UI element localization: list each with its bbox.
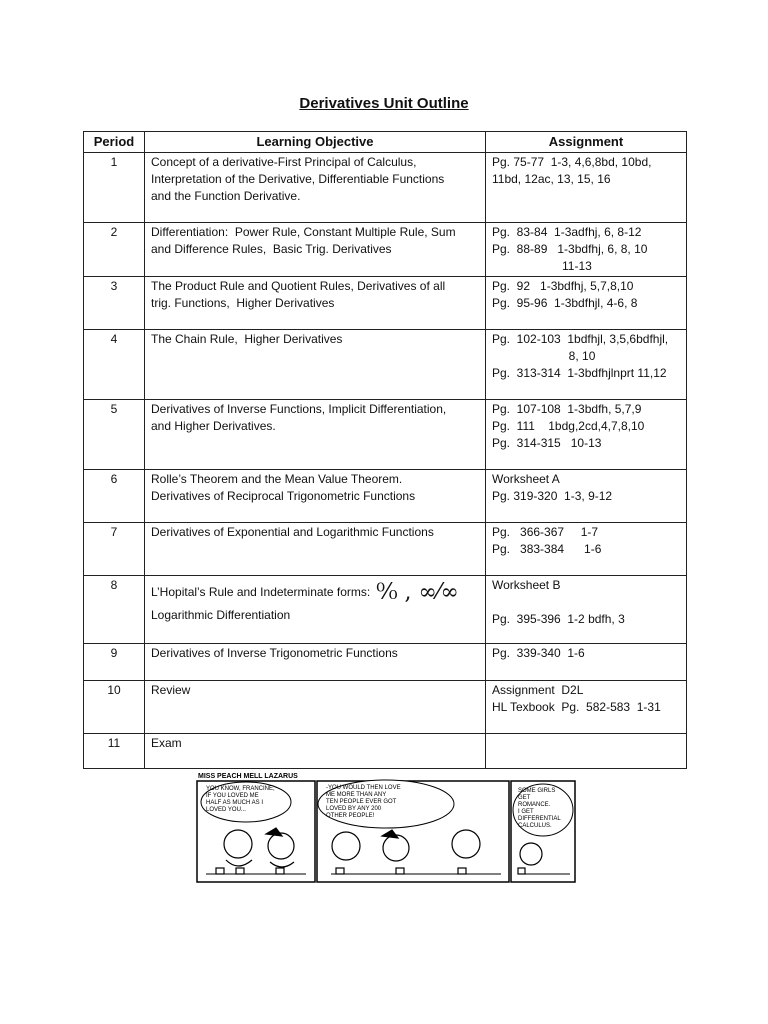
objective-cell (145, 223, 486, 277)
assignment-cell (486, 644, 687, 681)
assignment-line: Worksheet A (492, 472, 560, 486)
assignment-line: Pg. 95-96 1-3bdfhjl, 4-6, 8 (492, 296, 638, 310)
objective-line: and the Function Derivative. (151, 189, 301, 203)
assignment-line: Pg. 83-84 1-3adfhj, 6, 8-12 (492, 225, 642, 239)
objective-cell (145, 576, 486, 644)
period-cell: 8 (84, 576, 145, 644)
assignment-line: 11bd, 12ac, 13, 15, 16 (492, 172, 611, 186)
objective-cell (145, 523, 486, 576)
unit-outline-table (83, 131, 687, 769)
comic-speech-line: LOVED YOU... (206, 807, 246, 813)
period-cell: 3 (84, 277, 145, 330)
objective-line: Derivatives of Exponential and Logarithmic Functions (151, 525, 434, 539)
comic-strip (196, 770, 576, 885)
comic-speech-line: IF YOU LOVED ME (206, 793, 259, 799)
objective-cell (145, 153, 486, 223)
objective-line: trig. Functions, Higher Derivatives (151, 296, 335, 310)
objective-cell (145, 400, 486, 470)
table-row (84, 330, 687, 400)
period-cell: 4 (84, 330, 145, 400)
assignment-line: Pg. 75-77 1-3, 4,6,8bd, 10bd, (492, 155, 652, 169)
comic-speech-line: I GET (518, 809, 534, 815)
assignment-cell (486, 576, 687, 644)
objective-cell (145, 277, 486, 330)
table-row (84, 734, 687, 769)
period-header: Period (84, 132, 145, 153)
assignment-line (492, 594, 680, 611)
assignment-header: Assignment (486, 132, 687, 153)
table-header-row (84, 132, 687, 153)
table-row (84, 470, 687, 523)
objective-line: Rolle’s Theorem and the Mean Value Theorem. (151, 472, 403, 486)
objective-cell (145, 644, 486, 681)
objective-cell (145, 470, 486, 523)
comic-speech-line: LOVED BY ANY 200 (326, 806, 382, 812)
assignment-cell (486, 400, 687, 470)
assignment-line: HL Texbook Pg. 582-583 1-31 (492, 700, 661, 714)
comic-strip-title: MISS PEACH MELL LAZARUS (198, 773, 298, 780)
objective-line: L’Hopital’s Rule and Indeterminate forms: (151, 585, 371, 599)
table-row (84, 223, 687, 277)
period-cell: 11 (84, 734, 145, 769)
assignment-cell (486, 277, 687, 330)
assignment-cell (486, 470, 687, 523)
objective-line: Review (151, 683, 191, 697)
period-cell: 9 (84, 644, 145, 681)
assignment-line: Pg. 92 1-3bdfhj, 5,7,8,10 (492, 279, 634, 293)
table-row (84, 681, 687, 734)
objective-header: Learning Objective (145, 132, 486, 153)
assignment-line (492, 735, 680, 752)
assignment-line: 8, 10 (492, 349, 596, 363)
table-row (84, 576, 687, 644)
assignment-line: Pg. 102-103 1bdfhjl, 3,5,6bdfhjl, (492, 332, 669, 346)
comic-speech-line: HALF AS MUCH AS I (206, 800, 264, 806)
comic-speech-line: ME MORE THAN ANY (326, 792, 387, 798)
table-row (84, 400, 687, 470)
table-row (84, 644, 687, 681)
assignment-line: Pg. 319-320 1-3, 9-12 (492, 489, 613, 503)
objective-line: Derivatives of Reciprocal Trigonometric Functions (151, 489, 416, 503)
assignment-line: Pg. 383-384 1-6 (492, 542, 602, 556)
objective-cell (145, 734, 486, 769)
objective-line: and Difference Rules, Basic Trig. Derivatives (151, 242, 392, 256)
objective-line: Differentiation: Power Rule, Constant Multiple Rule, Sum (151, 225, 456, 239)
assignment-line: Assignment D2L (492, 683, 584, 697)
assignment-line: Pg. 314-315 10-13 (492, 436, 602, 450)
assignment-line: Pg. 366-367 1-7 (492, 525, 599, 539)
comic-speech-line: GET (518, 795, 531, 801)
objective-cell (145, 330, 486, 400)
assignment-line: 11-13 (492, 259, 592, 273)
assignment-cell (486, 681, 687, 734)
assignment-line: Pg. 395-396 1-2 bdfh, 3 (492, 612, 625, 626)
comic-speech-line: TEN PEOPLE EVER GOT (326, 799, 397, 805)
indeterminate-forms: ⁰⁄₀ , ∞⁄∞ (376, 580, 459, 606)
objective-cell (145, 681, 486, 734)
table-row (84, 277, 687, 330)
objective-line: Logarithmic Differentiation (151, 608, 291, 622)
objective-line: Interpretation of the Derivative, Differentiable Functions (151, 172, 445, 186)
page-title: Derivatives Unit Outline (299, 95, 469, 112)
objective-line: and Higher Derivatives. (151, 419, 276, 433)
objective-line: The Chain Rule, Higher Derivatives (151, 332, 343, 346)
comic-speech-line: ROMANCE. (518, 802, 551, 808)
period-cell: 2 (84, 223, 145, 277)
assignment-line: Worksheet B (492, 578, 561, 592)
period-cell: 1 (84, 153, 145, 223)
assignment-cell (486, 523, 687, 576)
period-cell: 10 (84, 681, 145, 734)
period-cell: 6 (84, 470, 145, 523)
comic-speech-line: SOME GIRLS (518, 788, 556, 794)
objective-line: Concept of a derivative-First Principal of Calculus, (151, 155, 417, 169)
objective-line: Derivatives of Inverse Functions, Implicit Differentiation, (151, 402, 447, 416)
objective-line: The Product Rule and Quotient Rules, Derivatives of all (151, 279, 446, 293)
objective-line: Derivatives of Inverse Trigonometric Functions (151, 646, 398, 660)
assignment-line: Pg. 313-314 1-3bdfhjlnprt 11,12 (492, 366, 667, 380)
assignment-cell (486, 223, 687, 277)
objective-line: Exam (151, 736, 182, 750)
assignment-line: Pg. 111 1bdg,2cd,4,7,8,10 (492, 419, 645, 433)
comic-speech-line: OTHER PEOPLE! (326, 813, 375, 819)
comic-speech-line: DIFFERENTIAL (518, 816, 561, 822)
assignment-cell (486, 330, 687, 400)
assignment-cell (486, 153, 687, 223)
period-cell: 5 (84, 400, 145, 470)
comic-speech-line: CALCULUS. (518, 823, 552, 829)
table-row (84, 523, 687, 576)
assignment-line: Pg. 339-340 1-6 (492, 646, 585, 660)
assignment-cell (486, 734, 687, 769)
comic-speech-line: YOU KNOW, FRANCINE, (206, 786, 275, 792)
assignment-line: Pg. 107-108 1-3bdfh, 5,7,9 (492, 402, 642, 416)
assignment-line: Pg. 88-89 1-3bdfhj, 6, 8, 10 (492, 242, 648, 256)
period-cell: 7 (84, 523, 145, 576)
table-row (84, 153, 687, 223)
comic-speech-line: -YOU WOULD THEN LOVE (326, 785, 401, 791)
